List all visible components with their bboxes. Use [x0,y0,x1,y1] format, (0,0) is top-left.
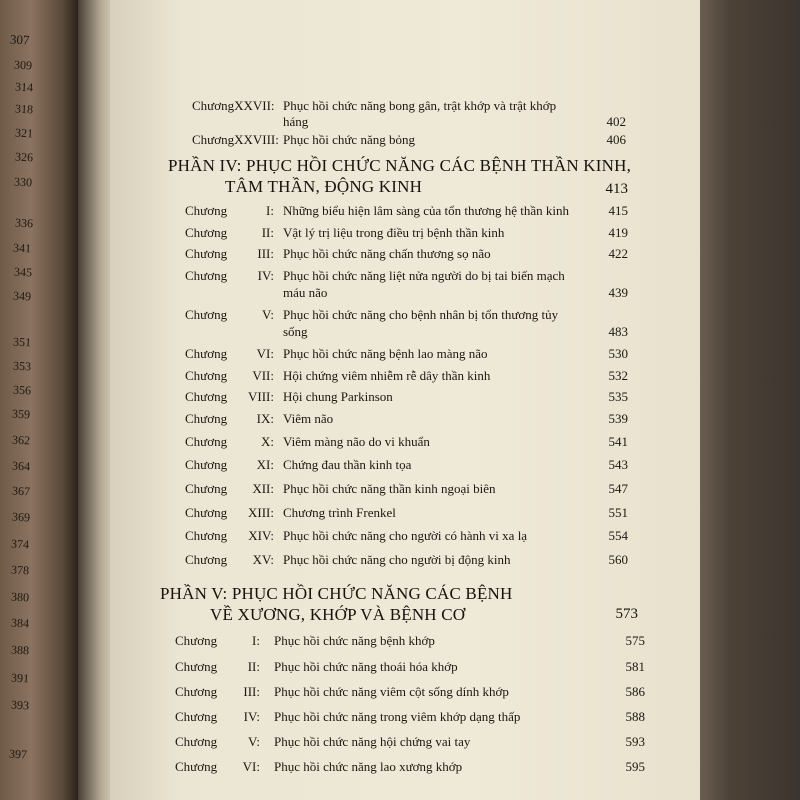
chapter-word: Chương [185,411,228,426]
chapter-title: Phục hồi chức năng bệnh lao màng não [283,346,488,361]
left-page-number: 326 [14,149,34,165]
left-page-number: 367 [11,483,31,499]
toc-entry [0,411,800,431]
chapter-number: IX: [256,411,274,426]
chapter-number: VII: [252,368,274,383]
chapter-word: Chương [185,505,228,520]
toc-entry [0,203,800,223]
toc-entry [0,246,800,266]
chapter-title: Hội chứng viêm nhiễm rễ dây thần kinh [283,368,491,383]
left-page-number: 359 [11,406,31,422]
page-number: 530 [608,346,628,361]
toc-entry [0,528,800,548]
left-page-number: 353 [12,358,32,374]
chapter-title: Hội chung Parkinson [283,389,393,404]
chapter-title: Phục hồi chức năng thần kinh ngoại biên [283,481,496,496]
chapter-number: VIII: [248,389,274,404]
left-page-number: 336 [14,215,34,231]
toc-entry-cont [0,324,800,344]
chapter-label: ChươngXXVIII: [192,132,279,147]
left-page-number: 374 [10,536,30,552]
left-page-number: 393 [10,697,30,713]
left-page-number: 318 [14,101,34,117]
chapter-word: Chương [185,268,228,283]
page-number: 593 [625,734,645,749]
chapter-word: Chương [185,481,228,496]
toc-entry [0,368,800,388]
toc-entry [0,505,800,525]
page-number: 419 [608,225,628,240]
chapter-number: V: [247,734,260,749]
chapter-word: Chương [185,225,228,240]
toc-entry [0,389,800,409]
chapter-word: Chương [185,552,228,567]
chapter-title: Phục hồi chức năng cho bệnh nhân bị tổn thương tủy [283,307,559,322]
left-page-number: 378 [10,562,30,578]
chapter-number: XII: [252,481,274,496]
chapter-number: IV: [257,268,274,283]
chapter-title: Phục hồi chức năng liệt nửa người do bị tai biến mạch [283,268,565,283]
chapter-number: XV: [252,552,274,567]
left-page-number: 380 [10,589,30,605]
page-number: 415 [608,203,628,218]
chapter-title: Vật lý trị liệu trong điều trị bệnh thần kinh [283,225,505,240]
chapter-number: X: [261,434,274,449]
toc-entry [0,481,800,501]
page-number: 586 [625,684,645,699]
chapter-title: Phục hồi chức năng cho người có hành vi xa lạ [283,528,528,543]
page-number: 439 [608,285,628,300]
toc-entry [0,457,800,477]
left-page-number: 364 [11,458,31,474]
chapter-word: Chương [175,734,218,749]
page-number: 560 [608,552,628,567]
chapter-word: Chương [175,659,218,674]
left-page-number: 351 [12,334,32,350]
chapter-title: Chương trình Frenkel [283,505,396,520]
chapter-number: V: [261,307,274,322]
toc-entry [0,684,800,704]
chapter-number: XIII: [248,505,274,520]
left-page-number: 309 [13,57,33,73]
left-page-number: 391 [10,670,30,686]
chapter-title: Phục hồi chức năng cho người bị động kinh [283,552,511,567]
page-number: 539 [608,411,628,426]
page-number: 422 [608,246,628,261]
page-number: 402 [606,114,626,129]
chapter-word: Chương [185,346,228,361]
toc-entry-cont [0,114,800,134]
chapter-word: Chương [185,457,228,472]
chapter-title: Phục hồi chức năng lao xương khớp [274,759,463,774]
page-number: 535 [608,389,628,404]
left-page-number: 384 [10,615,30,631]
chapter-word: Chương [175,633,218,648]
part-heading: PHẦN V: PHỤC HỒI CHỨC NĂNG CÁC BỆNH [160,584,513,603]
page-number: 575 [625,633,645,648]
toc-entry [0,659,800,679]
part-page-number: 573 [615,606,638,622]
chapter-number: I: [266,203,274,218]
left-page-number: 314 [14,79,34,95]
chapter-word: Chương [185,307,228,322]
toc-entry-cont [0,285,800,305]
chapter-word: Chương [185,368,228,383]
left-page-number: 388 [10,642,30,658]
chapter-word: Chương [185,389,228,404]
chapter-title: Những biểu hiện lâm sàng của tổn thương hệ thần kinh [283,203,569,218]
chapter-word: Chương [175,684,218,699]
part-heading-cont: VỀ XƯƠNG, KHỚP VÀ BỆNH CƠ [210,605,466,624]
left-page-number: 349 [12,288,32,304]
page-number: 541 [608,434,628,449]
chapter-label: ChươngXXVII: [192,98,275,113]
chapter-title: Viêm não [283,411,334,426]
toc-entry [0,734,800,754]
chapter-title: Phục hồi chức năng hội chứng vai tay [274,734,471,749]
toc-entry [0,434,800,454]
chapter-word: Chương [185,434,228,449]
chapter-number: VI: [242,759,260,774]
chapter-word: Chương [175,709,218,724]
toc-entry [0,759,800,779]
chapter-title: Phục hồi chức năng chấn thương sọ não [283,246,491,261]
page-number: 406 [606,132,626,147]
chapter-number: XIV: [248,528,274,543]
chapter-title-cont: máu não [283,285,328,300]
part-heading-cont: TÂM THẦN, ĐỘNG KINH [225,177,423,196]
chapter-number: II: [247,659,260,674]
part-page-number: 413 [605,181,628,197]
left-page-number: 356 [12,382,32,398]
chapter-word: Chương [185,203,228,218]
chapter-number: VI: [256,346,274,361]
toc-entry [0,225,800,245]
left-page-number: 369 [11,509,31,525]
page-number: 551 [608,505,628,520]
page-number: 543 [608,457,628,472]
chapter-number: III: [243,684,260,699]
chapter-title: Phục hồi chức năng viêm cột sống dính khớp [274,684,509,699]
chapter-number: IV: [243,709,260,724]
chapter-number: I: [252,633,260,648]
left-page-number: 362 [11,432,31,448]
left-page-number: 397 [8,746,28,762]
chapter-number: II: [261,225,274,240]
chapter-title: Chứng đau thần kinh tọa [283,457,412,472]
chapter-title: Phục hồi chức năng bong gân, trật khớp và trật khớp [283,98,557,113]
toc-entry [0,552,800,572]
page-number: 483 [608,324,628,339]
chapter-title: Viêm màng não do vi khuẩn [283,434,430,449]
chapter-number: III: [257,246,274,261]
toc-entry [0,132,800,152]
chapter-number: XI: [256,457,274,472]
chapter-title: Phục hồi chức năng thoái hóa khớp [274,659,458,674]
page-number: 547 [608,481,628,496]
left-page-number: 345 [13,264,33,280]
chapter-word: Chương [175,759,218,774]
page-number: 581 [625,659,645,674]
page-number: 554 [608,528,628,543]
chapter-word: Chương [185,246,228,261]
left-page-number: 330 [13,174,33,190]
page-number: 588 [625,709,645,724]
chapter-title: Phục hồi chức năng bỏng [283,132,415,147]
chapter-title: Phục hồi chức năng trong viêm khớp dạng thấp [274,709,521,724]
left-page-number: 321 [14,125,34,141]
left-page-number: 307 [9,31,30,48]
toc-entry [0,709,800,729]
toc-entry [0,633,800,653]
chapter-title-cont: sống [283,324,308,339]
chapter-word: Chương [185,528,228,543]
page-number: 532 [608,368,628,383]
page-number: 595 [625,759,645,774]
part-heading: PHẦN IV: PHỤC HỒI CHỨC NĂNG CÁC BỆNH THẦN KINH, [168,156,632,175]
toc-entry [0,346,800,366]
chapter-title-cont: háng [283,114,309,129]
chapter-title: Phục hồi chức năng bệnh khớp [274,633,435,648]
left-page-number: 341 [12,240,32,256]
